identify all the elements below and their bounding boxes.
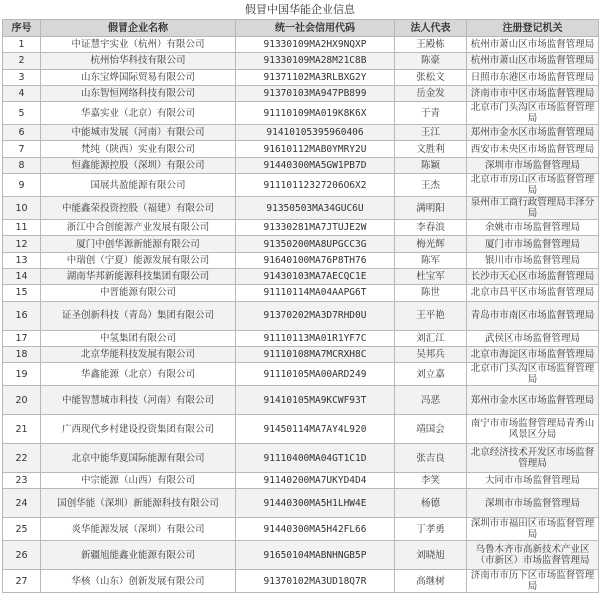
cell-name: 华嘉实业（北京）有限公司: [41, 102, 236, 125]
cell-code: 91371102MA3RLBXG2Y: [236, 69, 395, 85]
table-body: [3, 37, 599, 593]
cell-no: 13: [3, 252, 41, 268]
cell-code: 91350200MA8UPGCC3G: [236, 236, 395, 252]
table-row: [3, 37, 599, 53]
cell-reg: 武侯区市场监督管理局: [467, 330, 599, 346]
cell-name: 国创华能（深圳）新能源科技有限公司: [41, 489, 236, 518]
table-row: [3, 85, 599, 101]
cell-code: 91370102MA3UD18Q7R: [236, 570, 395, 593]
cell-name: 炎华能源发展（深圳）有限公司: [41, 518, 236, 541]
cell-reg: 济南市市中区市场监督管理局: [467, 85, 599, 101]
cell-name: 北京华能科技发展有限公司: [41, 346, 236, 362]
cell-name: 中证慧宇实业（杭州）有限公司: [41, 37, 236, 53]
cell-reg: 长沙市天心区市场监督管理局: [467, 268, 599, 284]
cell-rep: 张吉良: [395, 444, 467, 473]
cell-reg: 北京市门头沟区市场监督管理局: [467, 102, 599, 125]
cell-code: 91410105MA9KCWF93T: [236, 386, 395, 415]
table-row: [3, 285, 599, 301]
table-row: [3, 236, 599, 252]
cell-code: 91440300MA5H1LHW4E: [236, 489, 395, 518]
cell-code: 91370202MA3D7RHD0U: [236, 301, 395, 330]
table-row: [3, 197, 599, 220]
table-row: [3, 444, 599, 473]
cell-name: 中宗能源（山西）有限公司: [41, 473, 236, 489]
cell-reg: 北京经济技术开发区市场监督管理局: [467, 444, 599, 473]
cell-code: 91430103MA7AECQC1E: [236, 268, 395, 284]
cell-rep: 于青: [395, 102, 467, 125]
header-name: 假冒企业名称: [41, 20, 236, 37]
table-row: [3, 268, 599, 284]
cell-code: 91650104MABNHNGB5P: [236, 541, 395, 570]
table-row: [3, 174, 599, 197]
table-row: [3, 252, 599, 268]
cell-reg: 郑州市金水区市场监督管理局: [467, 125, 599, 141]
cell-no: 24: [3, 489, 41, 518]
table-header-row: [3, 20, 599, 37]
cell-code: 91640100MA76P8TH76: [236, 252, 395, 268]
counterfeit-company-table: [2, 19, 599, 593]
cell-name: 证圣创新科技（青岛）集团有限公司: [41, 301, 236, 330]
cell-rep: 吴邦兵: [395, 346, 467, 362]
table-row: [3, 489, 599, 518]
cell-no: 20: [3, 386, 41, 415]
cell-reg: 杭州市萧山区市场监督管理局: [467, 53, 599, 69]
cell-no: 1: [3, 37, 41, 53]
cell-no: 27: [3, 570, 41, 593]
table-row: [3, 301, 599, 330]
cell-name: 恒鑫能源控股（深圳）有限公司: [41, 157, 236, 173]
table-row: [3, 102, 599, 125]
cell-no: 4: [3, 85, 41, 101]
cell-no: 25: [3, 518, 41, 541]
table-row: [3, 157, 599, 173]
cell-reg: 深圳市市场监督管理局: [467, 489, 599, 518]
cell-reg: 北京市市房山区市场监督管理局: [467, 174, 599, 197]
cell-rep: 李春浪: [395, 220, 467, 236]
cell-rep: 王杰: [395, 174, 467, 197]
cell-reg: 乌鲁木齐市高新技术产业区（市新区）市场监督管理局: [467, 541, 599, 570]
cell-reg: 杭州市萧山区市场监督管理局: [467, 37, 599, 53]
table-row: [3, 141, 599, 157]
cell-name: 中氢集团有限公司: [41, 330, 236, 346]
cell-reg: 济南市市历下区市场监督管理局: [467, 570, 599, 593]
cell-name: 中能鑫荣投资控股（福建）有限公司: [41, 197, 236, 220]
cell-rep: 岳金发: [395, 85, 467, 101]
cell-rep: 王江: [395, 125, 467, 141]
cell-rep: 刘立嘉: [395, 363, 467, 386]
header-code: 统一社会信用代码: [236, 20, 395, 37]
cell-rep: 杨德: [395, 489, 467, 518]
table-row: [3, 386, 599, 415]
cell-reg: 日照市东港区市场监督管理局: [467, 69, 599, 85]
cell-rep: 王殿栋: [395, 37, 467, 53]
table-row: [3, 69, 599, 85]
cell-name: 厦门中创华源新能源有限公司: [41, 236, 236, 252]
cell-code: 91350503MA34GUC6U: [236, 197, 395, 220]
table-row: [3, 220, 599, 236]
cell-reg: 厦门市市场监督管理局: [467, 236, 599, 252]
cell-no: 5: [3, 102, 41, 125]
cell-no: 3: [3, 69, 41, 85]
table-row: [3, 473, 599, 489]
cell-code: 91440300MA5GW1PB7D: [236, 157, 395, 173]
table-row: [3, 330, 599, 346]
cell-no: 23: [3, 473, 41, 489]
cell-name: 杭州怡华科技有限公司: [41, 53, 236, 69]
cell-rep: 陈世: [395, 285, 467, 301]
cell-code: 91110112327206O6X2: [236, 174, 395, 197]
cell-reg: 余姚市市场监督管理局: [467, 220, 599, 236]
cell-rep: 李笑: [395, 473, 467, 489]
cell-rep: 丁孝勇: [395, 518, 467, 541]
table-row: [3, 53, 599, 69]
cell-name: 北京中能华夏国际能源有限公司: [41, 444, 236, 473]
cell-no: 11: [3, 220, 41, 236]
cell-reg: 北京市海淀区市场监督管理局: [467, 346, 599, 362]
table-row: [3, 346, 599, 362]
cell-code: 91330109MA2HX9NQXP: [236, 37, 395, 53]
cell-no: 22: [3, 444, 41, 473]
cell-name: 中晋能源有限公司: [41, 285, 236, 301]
cell-no: 14: [3, 268, 41, 284]
table-row: [3, 415, 599, 444]
cell-rep: 靖国会: [395, 415, 467, 444]
cell-no: 2: [3, 53, 41, 69]
cell-rep: 杜宝军: [395, 268, 467, 284]
cell-code: 91110109MA019K8K6X: [236, 102, 395, 125]
cell-rep: 王平艳: [395, 301, 467, 330]
cell-rep: 梅光辉: [395, 236, 467, 252]
cell-no: 6: [3, 125, 41, 141]
cell-no: 18: [3, 346, 41, 362]
cell-no: 8: [3, 157, 41, 173]
cell-name: 湖南华邦新能源科技集团有限公司: [41, 268, 236, 284]
header-rep: 法人代表: [395, 20, 467, 37]
cell-reg: 西安市未央区市场监督管理局: [467, 141, 599, 157]
cell-name: 浙江中合创能源产业发展有限公司: [41, 220, 236, 236]
cell-rep: 满明阳: [395, 197, 467, 220]
cell-code: 91440300MA5H42FL66: [236, 518, 395, 541]
table-title: 假冒中国华能企业信息: [245, 3, 355, 16]
cell-no: 16: [3, 301, 41, 330]
cell-no: 7: [3, 141, 41, 157]
cell-code: 91410105395960406: [236, 125, 395, 141]
cell-rep: 高继树: [395, 570, 467, 593]
cell-code: 91140200MA7UKYD4D4: [236, 473, 395, 489]
cell-reg: 北京市昌平区市场监督管理局: [467, 285, 599, 301]
cell-no: 19: [3, 363, 41, 386]
cell-no: 26: [3, 541, 41, 570]
cell-rep: 张松文: [395, 69, 467, 85]
cell-no: 12: [3, 236, 41, 252]
cell-code: 91110400MA04GT1C1D: [236, 444, 395, 473]
cell-rep: 陈豪: [395, 53, 467, 69]
table-row: [3, 570, 599, 593]
table-row: [3, 518, 599, 541]
cell-code: 91610112MAB0YMRY2U: [236, 141, 395, 157]
cell-name: 广西现代乡村建设投资集团有限公司: [41, 415, 236, 444]
cell-code: 91450114MA7AY4L920: [236, 415, 395, 444]
header-no: 序号: [3, 20, 41, 37]
cell-no: 15: [3, 285, 41, 301]
cell-rep: 刘晓旭: [395, 541, 467, 570]
cell-code: 91330281MA7JTUJE2W: [236, 220, 395, 236]
cell-rep: 刘汇江: [395, 330, 467, 346]
header-reg: 注册登记机关: [467, 20, 599, 37]
cell-reg: 深圳市市福田区市场监督管理局: [467, 518, 599, 541]
cell-reg: 泉州市工商行政管理局丰泽分局: [467, 197, 599, 220]
cell-rep: 文胜利: [395, 141, 467, 157]
cell-reg: 郑州市金水区市场监督管理局: [467, 386, 599, 415]
cell-reg: 北京市门头沟区市场监督管理局: [467, 363, 599, 386]
cell-name: 中能智慧城市科技（河南）有限公司: [41, 386, 236, 415]
cell-code: 91110108MA7MCRXH8C: [236, 346, 395, 362]
cell-code: 91110105MA00ARD249: [236, 363, 395, 386]
cell-rep: 冯恶: [395, 386, 467, 415]
cell-reg: 南宁市市场监督管理局青秀山风景区分局: [467, 415, 599, 444]
cell-name: 华鑫能源（北京）有限公司: [41, 363, 236, 386]
cell-name: 山东智恒网络科技有限公司: [41, 85, 236, 101]
cell-no: 9: [3, 174, 41, 197]
cell-name: 梵纯（陕西）实业有限公司: [41, 141, 236, 157]
cell-code: 91110114MA04AAPG6T: [236, 285, 395, 301]
cell-name: 中瑞创（宁夏）能源发展有限公司: [41, 252, 236, 268]
cell-code: 91330109MA28M21C8B: [236, 53, 395, 69]
cell-reg: 大同市市场监督管理局: [467, 473, 599, 489]
table-row: [3, 541, 599, 570]
table-row: [3, 363, 599, 386]
cell-name: 山东宝烨国际贸易有限公司: [41, 69, 236, 85]
cell-name: 国展共盈能源有限公司: [41, 174, 236, 197]
cell-no: 17: [3, 330, 41, 346]
cell-name: 中能城市发展（河南）有限公司: [41, 125, 236, 141]
cell-reg: 青岛市市南区市场监督管理局: [467, 301, 599, 330]
table-row: [3, 125, 599, 141]
cell-rep: 陈军: [395, 252, 467, 268]
cell-rep: 陈颖: [395, 157, 467, 173]
cell-code: 91110113MA01R1YF7C: [236, 330, 395, 346]
cell-reg: 深圳市市场监督管理局: [467, 157, 599, 173]
cell-no: 10: [3, 197, 41, 220]
cell-code: 91370103MA947PB899: [236, 85, 395, 101]
cell-name: 华核（山东）创新发展有限公司: [41, 570, 236, 593]
cell-name: 新疆旭能鑫业能源有限公司: [41, 541, 236, 570]
cell-no: 21: [3, 415, 41, 444]
cell-reg: 银川市市场监督管理局: [467, 252, 599, 268]
